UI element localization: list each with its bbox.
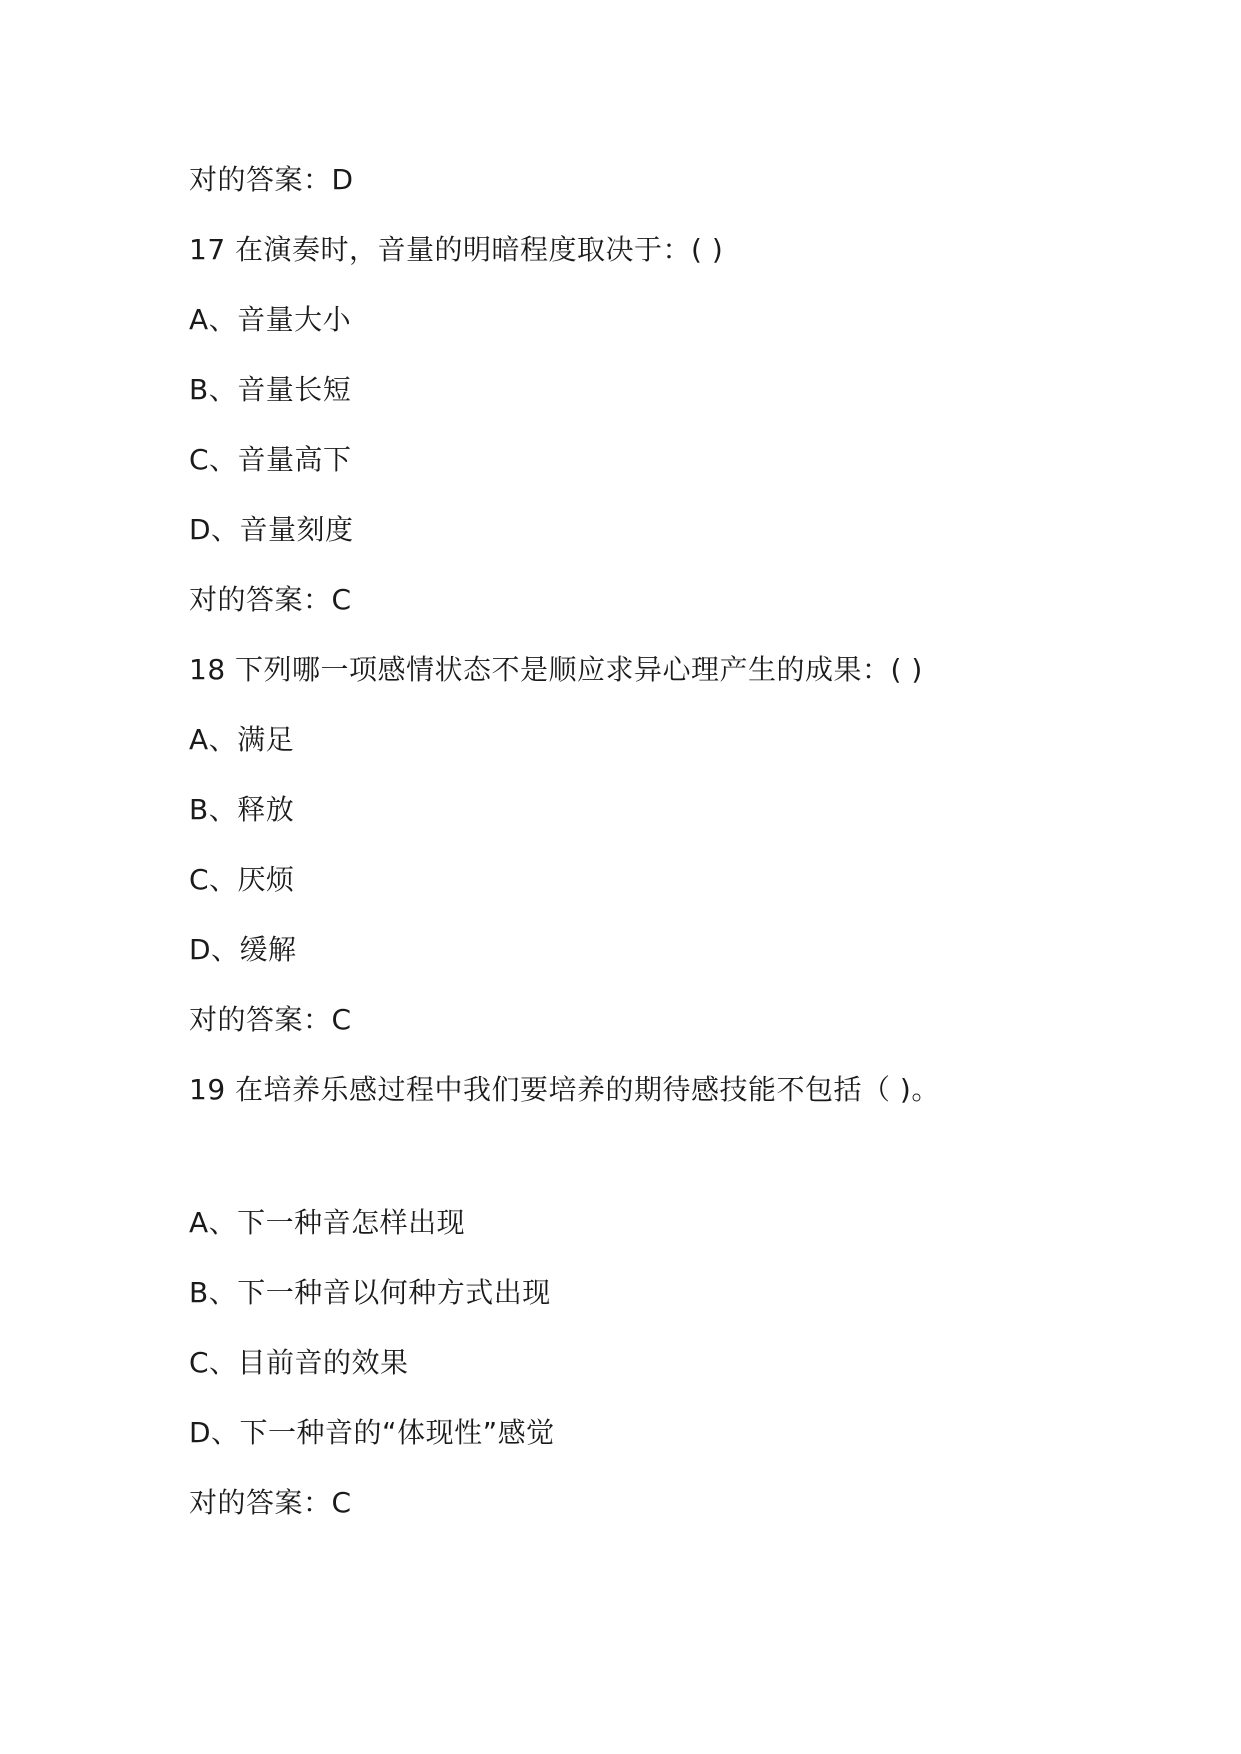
answer-line: 对的答案：D: [189, 163, 354, 196]
answer-line: 对的答案：C: [189, 1486, 352, 1519]
option-d: D、音量刻度: [189, 513, 354, 546]
option-a: A、满足: [189, 723, 295, 756]
option-c: C、音量高下: [189, 443, 352, 476]
option-d: D、缓解: [189, 933, 297, 966]
question-stem: 19 在培养乐感过程中我们要培养的期待感技能不包括（ )。: [189, 1073, 940, 1106]
answer-line: 对的答案：C: [189, 1003, 352, 1036]
option-a: A、音量大小: [189, 303, 352, 336]
question-stem: 18 下列哪一项感情状态不是顺应求异心理产生的成果：( ): [189, 653, 923, 686]
option-c: C、厌烦: [189, 863, 295, 896]
option-b: B、音量长短: [189, 373, 352, 406]
option-d: D、下一种音的“体现性”感觉: [189, 1416, 555, 1449]
option-b: B、下一种音以何种方式出现: [189, 1276, 551, 1309]
question-stem: 17 在演奏时，音量的明暗程度取决于：( ): [189, 233, 724, 266]
option-b: B、释放: [189, 793, 295, 826]
answer-line: 对的答案：C: [189, 583, 352, 616]
option-c: C、目前音的效果: [189, 1346, 409, 1379]
option-a: A、下一种音怎样出现: [189, 1206, 466, 1239]
